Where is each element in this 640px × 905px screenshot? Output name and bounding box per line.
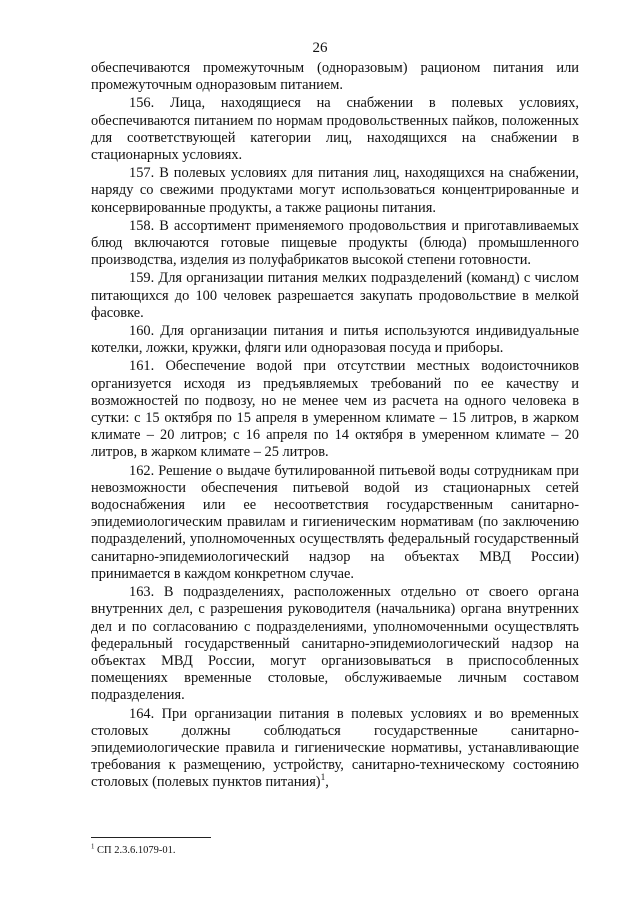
footnote-text: СП 2.3.6.1079-01. bbox=[97, 845, 176, 856]
paragraph-162: 162. Решение о выдаче бутилированной питьевой воды сотрудникам при невозможности обеспечения питьевой водой из стационарных сетей водоснабжения или ее несоответствия государственным санитарно-эпидемиологическим правилам и гигиеническим нормативам (по заключению подразделений, уполномоченных осуществлять федеральный государственный санитарно-эпидемиологический надзор на объектах МВД России) принимается в каждом конкретном случае. bbox=[91, 462, 579, 582]
paragraph-160: 160. Для организации питания и питья используются индивидуальные котелки, ложки, кружки, фляги или одноразовая посуда и приборы. bbox=[91, 323, 579, 357]
footnote-divider bbox=[91, 837, 211, 838]
footnote-marker: 1 bbox=[91, 843, 95, 851]
paragraph-161: 161. Обеспечение водой при отсутствии местных водоисточников организуется исходя из предъявляемых требований по ее качеству и возможностей по подвозу, но не менее чем из расчета на одного человека в сутки: с 15 октября по 15 апреля в умеренном климате – 15 литров, в жарком климате – 20 литров; с 16 апреля по 14 октября в умеренном климате – 20 литров, в жарком климате – 25 литров. bbox=[91, 358, 579, 461]
paragraph-156: 156. Лица, находящиеся на снабжении в полевых условиях, обеспечиваются питанием по нормам продовольственных пайков, положенных для соответствующей категории лиц, находящихся на снабжении в стационарных условиях. bbox=[91, 95, 579, 164]
paragraph-164 bbox=[91, 706, 579, 792]
footnote-reference: 1 bbox=[320, 773, 326, 784]
footnote bbox=[91, 844, 176, 857]
document-body bbox=[91, 60, 579, 793]
paragraph-163: 163. В подразделениях, расположенных отдельно от своего органа внутренних дел, с разрешения руководителя (начальника) органа внутренних дел и по согласованию с подразделениями, уполномоченными осуществлять федеральный государственный санитарно-эпидемиологический надзор на объектах МВД России, могут организовываться в приспособленных помещениях временные столовые, обслуживаемые личным составом подразделения. bbox=[91, 584, 579, 704]
paragraph-159: 159. Для организации питания мелких подразделений (команд) с числом питающихся до 100 человек разрешается закупать продовольствие в мелкой фасовке. bbox=[91, 270, 579, 321]
page-number: 26 bbox=[312, 40, 328, 56]
paragraph-continuation: обеспечиваются промежуточным (одноразовым) рационом питания или промежуточным одноразовым питанием. bbox=[91, 60, 579, 94]
paragraph-164-text: 164. При организации питания в полевых условиях и во временных столовых должны соблюдаться государственные санитарно-эпидемиологические правила и гигиенические нормативы, устанавливающие требования к размещению, устройству, санитарно-техническому состоянию столовых (полевых пунктов питания) bbox=[91, 705, 579, 791]
paragraph-164-tail: , bbox=[325, 774, 329, 791]
paragraph-157: 157. В полевых условиях для питания лиц, находящихся на снабжении, наряду со свежими продуктами могут использоваться концентрированные и консервированные продукты, а также рационы питания. bbox=[91, 165, 579, 216]
paragraph-158: 158. В ассортимент применяемого продовольствия и приготавливаемых блюд включаются готовые пищевые продукты (блюда) промышленного производства, изделия из полуфабрикатов высокой степени готовности. bbox=[91, 217, 579, 269]
